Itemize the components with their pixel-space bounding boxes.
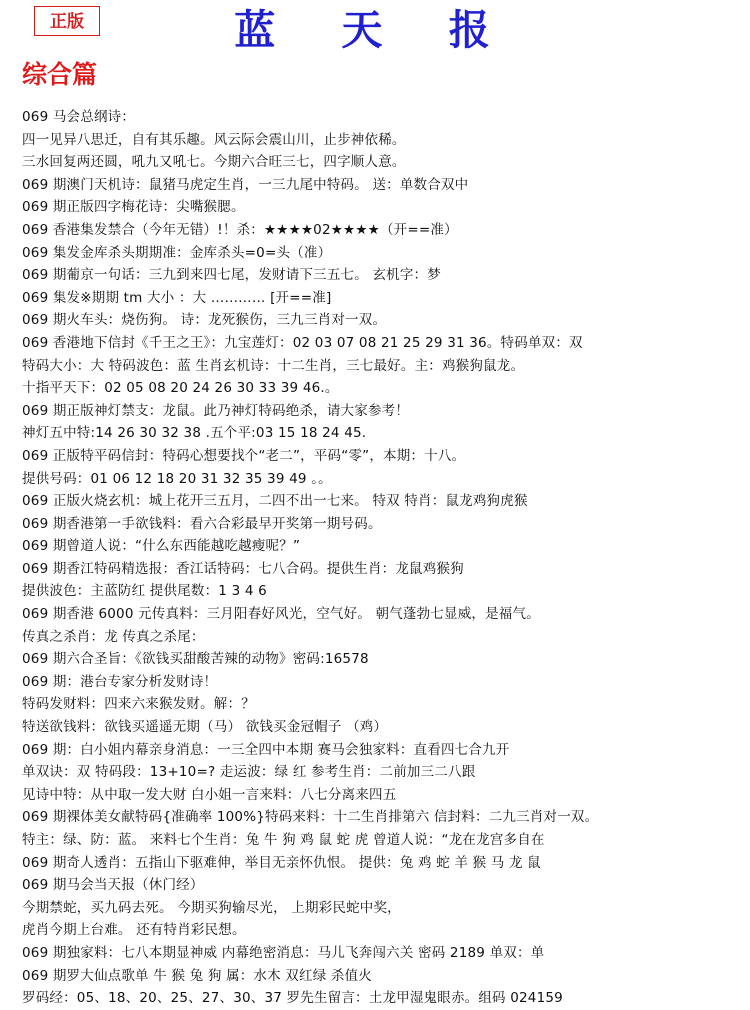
article-body (22, 106, 744, 1010)
text-line: 提供波色：主蓝防红 提供尾数：1 3 4 6 (22, 583, 267, 600)
text-line: 069 正版特平码信封：特码心想要找个“老二”，平码“零”，本期：十八。 (22, 447, 466, 464)
text-line: 特码大小：大 特码波色：蓝 生肖玄机诗：十二生肖，三七最好。主：鸡猴狗鼠龙。 (22, 357, 525, 374)
text-line: 069 期正版四字梅花诗：尖嘴猴腮。 (22, 199, 245, 216)
text-line: 069 期火车头：烧伤狗。 诗：龙死猴伤，三九三肖对一双。 (22, 312, 387, 329)
text-line: 069 期奇人透肖：五指山下驱难伸，举目无亲怀仇恨。 提供：兔 鸡 蛇 羊 猴 马 龙 鼠 (22, 854, 541, 871)
text-line: 069 期曾道人说：“什么东西能越吃越瘦呢？” (22, 538, 301, 555)
text-line: 069 期：港台专家分析发财诗！ (22, 673, 218, 690)
text-line: 069 香港集发禁合（今年无错）!！杀：★★★★02★★★★（开==准） (22, 221, 458, 238)
text-line: 特码发财料：四来六来猴发财。解：？ (22, 696, 255, 713)
text-line: 069 期正版神灯禁支：龙鼠。此乃神灯特码绝杀，请大家参考！ (22, 402, 410, 419)
text-line: 见诗中特：从中取一发大财 白小姐一言来料：八七分离来四五 (22, 786, 397, 803)
text-line: 069 香港地下信封《千王之王》：九宝莲灯：02 03 07 08 21 25 29 31 36。特码单双：双 (22, 334, 583, 351)
text-line: 069 期独家料：七八本期显神威 内幕绝密消息：马儿飞奔闯六关 密码 2189 单双：单 (22, 944, 545, 961)
text-line: 069 期香港 6000 元传真料：三月阳春好风光，空气好。 朝气蓬勃七显威，是福气。 (22, 606, 540, 623)
text-line: 特主：绿、防：蓝。 来料七个生肖：兔 牛 狗 鸡 鼠 蛇 虎 曾道人说：“龙在龙宫多自在 (22, 832, 545, 848)
text-line: 单双诀：双 特码段：13+10=? 走运波：绿 红 参考生肖：二前加三二八跟 (22, 764, 476, 781)
text-line: 虎肖今期上台难。 还有特肖彩民想。 (22, 922, 246, 939)
text-line: 069 期六合圣旨：《欲钱买甜酸苦辣的动物》密码:16578 (22, 651, 369, 668)
text-line: 069 期香江特码精选报：香江话特码：七八合码。提供生肖：龙鼠鸡猴狗 (22, 560, 464, 577)
text-line: 今期禁蛇，买九码去死。 今期买狗输尽光， 上期彩民蛇中奖， (22, 899, 401, 916)
text-line: 069 集发※期期 tm 大小 ：大 ………… [开==准] (22, 289, 332, 306)
newspaper-title: 蓝 天 报 (234, 6, 516, 54)
text-line: 十指平天下：02 05 08 20 24 26 30 33 39 46.。 (22, 380, 339, 397)
text-line: 神灯五中特:14 26 30 32 38 .五个平:03 15 18 24 45. (22, 425, 367, 442)
text-line: 069 期裸体美女献特码{准确率 100%}特码来料：十二生肖排第六 信封料：二九三肖对一双。 (22, 809, 599, 826)
text-line: 069 期：白小姐内幕亲身消息：一三全四中本期 赛马会独家料：直看四七合九开 (22, 741, 510, 758)
text-line: 069 期马会当天报（休门经） (22, 877, 204, 894)
text-line: 罗码经：05、18、20、25、27、30、37 罗先生留言：土龙甲湿鬼眼赤。组码 024159 (22, 990, 563, 1007)
text-line: 四一见异八思迁，自有其乐趣。风云际会震山川，止步神依稀。 (22, 131, 406, 148)
text-line: 传真之杀肖：龙 传真之杀尾： (22, 628, 205, 645)
text-line: 069 期香港第一手欲钱料：看六合彩最早开奖第一期号码。 (22, 515, 382, 532)
text-line: 069 正版火烧玄机：城上花开三五月，二四不出一七来。 特双 特肖：鼠龙鸡狗虎猴 (22, 493, 528, 510)
text-line: 三水回复两还圆，吼九又吼七。今期六合旺三七，四字顺人意。 (22, 154, 406, 171)
text-line: 069 集发金库杀头期期准：金库杀头=0=头（准） (22, 244, 332, 261)
authentic-stamp: 正版 (34, 6, 100, 36)
text-line: 069 期澳门天机诗：鼠猪马虎定生肖，一三九尾中特码。 送：单数合双中 (22, 176, 469, 193)
text-line: 069 期葡京一句话：三九到来四七尾，发财请下三五七。 玄机字：梦 (22, 267, 441, 284)
text-line: 提供号码：01 06 12 18 20 31 32 35 39 49 。。 (22, 470, 332, 487)
text-line: 069 马会总纲诗： (22, 109, 136, 125)
text-line: 特送欲钱料：欲钱买遥遥无期（马） 欲钱买金冠帽子 （鸡） (22, 719, 388, 736)
text-line: 069 期罗大仙点歌单 牛 猴 兔 狗 属：水木 双红绿 杀值火 (22, 967, 372, 984)
section-title: 综合篇 (22, 60, 98, 89)
